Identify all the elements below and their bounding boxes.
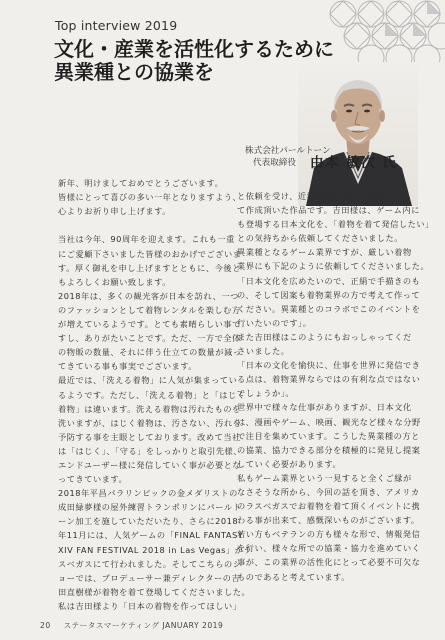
body-column-right xyxy=(237,189,434,584)
text-line: の物販の数量、それに伴う仕立ての数量が減っ xyxy=(58,347,242,358)
text-line: もよろしくお願い致します。 xyxy=(58,276,171,287)
text-line: 着物」は違います。洗える着物は汚れたものを xyxy=(58,403,241,414)
text-line: でしょうか」。 xyxy=(237,388,295,399)
headline xyxy=(54,38,334,84)
text-line: との気持ちから依頼してくださいました。 xyxy=(237,233,404,244)
text-line: また吉田様はこのようにもおっしゃってくだ xyxy=(237,331,412,342)
text-line: 2018年平昌パラリンピックの金メダリストの xyxy=(58,488,238,499)
section-kicker: Top interview 2019 xyxy=(55,18,178,33)
text-line: が増えているようです。とても素晴らしい事で xyxy=(58,319,241,330)
text-line: ものであると考えています。 xyxy=(237,571,350,582)
text-line: も登場する日本文化を、「着物を着て発信したい」 xyxy=(237,219,434,230)
text-line: の協業、協力できる部分を積極的に発見し提案 xyxy=(237,444,421,455)
text-line: 行いたいのです」。 xyxy=(237,317,312,328)
text-line: スベガスにて行われました。そしてこちらのシ xyxy=(58,558,242,569)
text-line: ーン加工を施していただいたり、さらに2018 xyxy=(58,516,239,527)
text-line: さいました。 xyxy=(237,346,290,357)
text-line: 成田緑夢様の屋外練習トランポリンにパールト xyxy=(58,502,242,513)
text-line: 予防する事を主眼としております。改めて当社 xyxy=(58,431,241,442)
text-line: 私は吉田様より「日本の着物を作ってほしい」 xyxy=(58,600,242,611)
text-line: 世界中で様々な仕事がありますが、日本文化 xyxy=(237,402,412,413)
text-line: XIV FAN FESTIVAL 2018 in Las Vegas」がラ xyxy=(58,544,253,555)
text-line xyxy=(58,218,225,232)
headline-line-1: 文化・産業を活性化するために xyxy=(54,37,334,61)
text-line: 私もゲーム業界という一見すると全くご縁が xyxy=(237,472,412,483)
text-line: の、そして図案も着物業界の方で考えて作って xyxy=(237,289,421,300)
text-line: にご愛顧下さいました皆様のおかげでございま xyxy=(58,248,242,259)
text-line: るようです。ただし、「洗える着物」と「はじく xyxy=(58,389,246,400)
text-line: すし、ありがたいことです。ただ、一方で全体 xyxy=(58,333,241,344)
text-line: していく必要があります。 xyxy=(237,458,342,469)
text-line: を行い、様々な所での協業・協力を進めていく xyxy=(237,543,421,554)
portrait-photo xyxy=(298,64,418,206)
text-line: 洗いますが、はじく着物は、汚さない、汚れを xyxy=(58,417,242,428)
text-line: る点は、着物業界ならではの有利な点ではない xyxy=(237,374,421,385)
text-line: は、漫画やゲーム、映画、観光など様々な分野 xyxy=(237,416,421,427)
page-number: 20 xyxy=(40,621,51,630)
text-line xyxy=(58,162,225,176)
text-line: 最近では、「洗える着物」に人気が集まってい xyxy=(58,375,238,386)
text-line: は「はじく」、「守る」をしっかりと取引先様、 xyxy=(58,445,243,456)
text-line: 心よりお祈り申し上げます。 xyxy=(58,206,171,217)
text-line: ってきています。 xyxy=(58,474,128,485)
text-line: 事が、この業界の活性化にとって必要不可欠な xyxy=(237,557,421,568)
text-line: ョーでは、プロデューサー兼ディレクターの吉 xyxy=(58,572,241,583)
geometric-pattern xyxy=(325,0,445,62)
text-line: す。厚く御礼を申し上げますとともに、今後と xyxy=(58,262,241,273)
text-line: 若い方もベテランの方も様々な形で、情報発信 xyxy=(237,529,421,540)
text-line: 新年、明けましておめでとうございます。 xyxy=(58,178,224,189)
text-line: 業界にも下記のように依頼してくださいました。 xyxy=(237,261,430,272)
company-name: 株式会社パールトーン xyxy=(245,146,331,156)
text-line: 当社は今年、90周年を迎えます。これも一重 xyxy=(58,234,235,245)
job-title: 代表取締役 xyxy=(253,158,296,168)
body-column-left xyxy=(58,162,253,613)
text-line: 「日本の文化を愉快に、仕事を世界に発信でき xyxy=(237,360,421,371)
text-line: 異業種となるゲーム業界ですが、厳しい着物 xyxy=(237,247,412,258)
headline-line-2: 異業種との協業を xyxy=(54,60,214,84)
text-line: と依頼を受け、近江屋株式会社に御願いをし xyxy=(237,191,412,201)
interviewee-name: 由本 敏次 氏 xyxy=(310,155,398,171)
text-line: エンドユーザー様に発信していく事が必要とな xyxy=(58,459,242,470)
text-line: 年11月には、人気ゲームの「FINAL FANTASY xyxy=(58,530,244,541)
text-line: 「日本文化を広めたいので、正絹で手描きのも xyxy=(237,275,421,286)
text-line: ください。異業種とのコラボでこのイベントを xyxy=(237,303,421,314)
text-line: のファッションとして着物レンタルを楽しむ方 xyxy=(58,304,241,315)
magazine-issue: ステータスマーケティング JANUARY 2019 xyxy=(63,621,224,630)
page-footer xyxy=(40,620,223,631)
text-line: て作成頂いた作品です。吉田様は、ゲーム内に xyxy=(237,205,420,216)
text-line: 皆様にとって喜びの多い一年となりますよう、 xyxy=(58,192,242,203)
text-line: のラスベガスでお着物を着て頂くイベントに携 xyxy=(237,501,421,512)
text-line: 田直樹様が着物を着て登場してくださいました。 xyxy=(58,586,251,597)
text-line: わる事が出来て、感慨深いものがございます。 xyxy=(237,515,420,526)
text-line: 2018年は、多くの観光客が日本を訪れ、一つ xyxy=(58,290,239,301)
text-line: なさそうな所から、今回の話を頂き、アメリカ xyxy=(237,486,420,497)
text-line: てきている事も事実でございます。 xyxy=(58,361,198,372)
text-line: で注目を集めています。こうした異業種の方と xyxy=(237,430,420,441)
